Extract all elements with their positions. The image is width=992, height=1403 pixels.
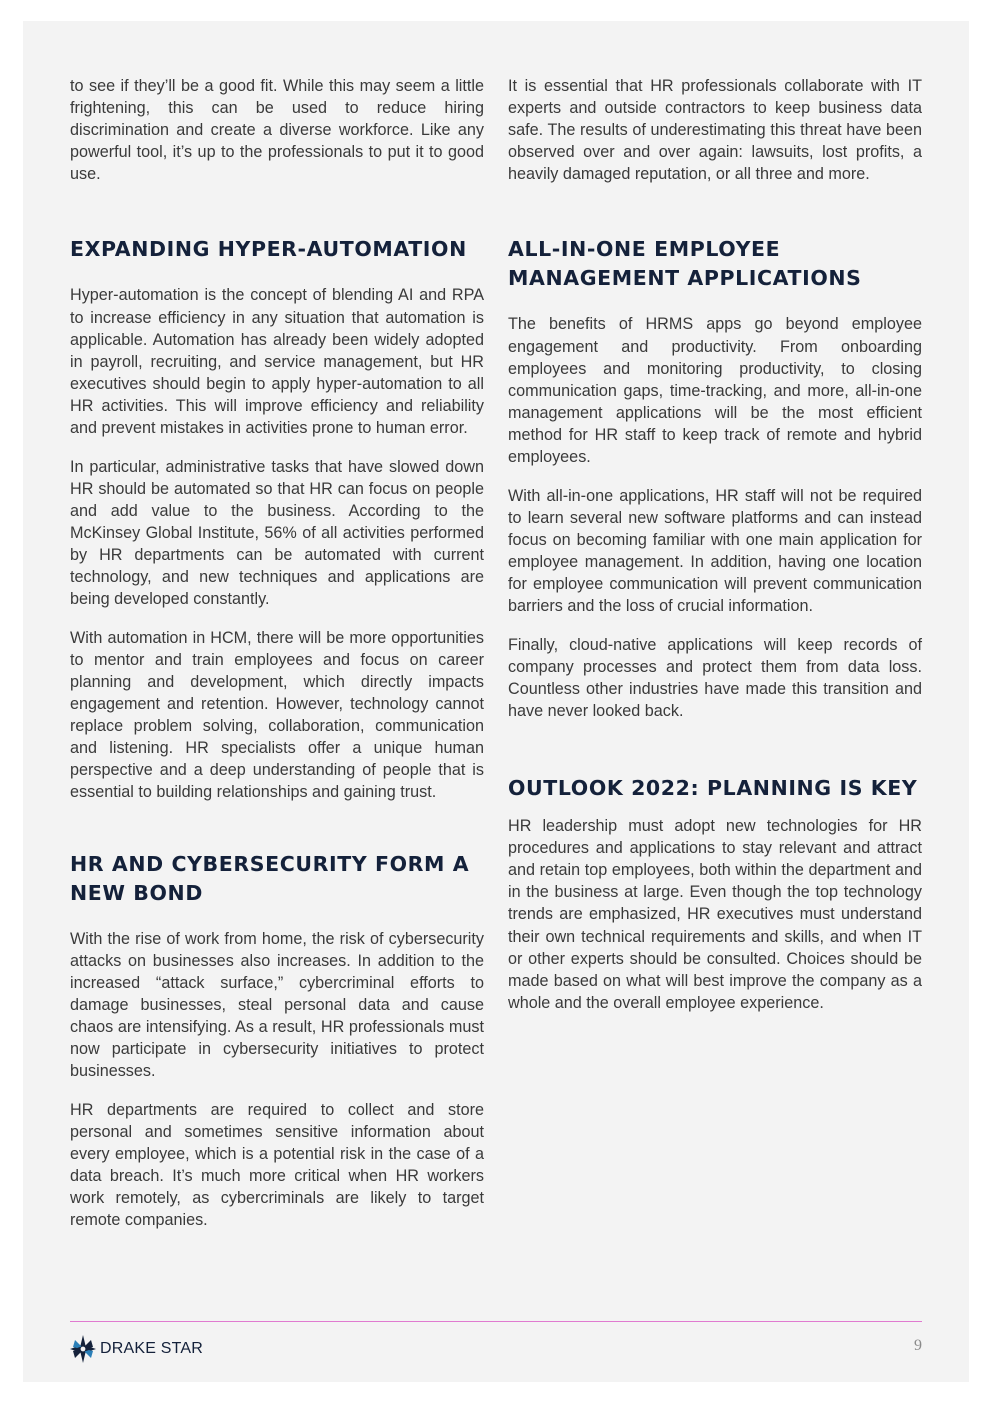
drake-star-logo [70, 1334, 203, 1364]
paragraph: Hyper-automation is the concept of blending AI and RPA to increase efficiency in any situation that automation is applicable. Automation has already been widely adopted in payroll, recruiting, and service management, but HR executives should begin to apply hyper-automation to all HR activities. This will improve efficiency and reliability and prevent mistakes in activities prone to human error. [70, 286, 484, 438]
paragraph: HR departments are required to collect and store personal and sometimes sensitive information about every employee, which is a potential risk in the case of a data breach. It’s much more critical when HR workers work remotely, as cybercriminals are likely to target remote companies. [70, 1100, 484, 1230]
paragraph: With all-in-one applications, HR staff will not be required to learn several new software platforms and can instead focus on becoming familiar with one main application for employee management. In addition, having one location for employee communication will prevent communication barriers and the loss of crucial information. [508, 486, 922, 616]
hyper-automation-body [70, 284, 484, 803]
right-column [508, 75, 922, 1014]
heading-cybersecurity: HR AND CYBERSECURITY FORM A NEW BOND [70, 851, 470, 905]
logo-text: DRAKE STAR [100, 1340, 204, 1357]
page-number: 9 [914, 1337, 922, 1354]
cybersecurity-body [70, 928, 484, 1232]
paragraph: With the rise of work from home, the risk of cybersecurity attacks on businesses also increases. In addition to the increased “attack surface,” cybercriminal efforts to damage businesses, steal personal data and cause chaos are intensifying. As a result, HR professionals must now participate in cybersecurity initiatives to protect businesses. [70, 929, 484, 1081]
star-compass-icon [70, 1335, 96, 1363]
heading-all-in-one: ALL-IN-ONE EMPLOYEE MANAGEMENT APPLICATIONS [508, 237, 862, 291]
paragraph: In particular, administrative tasks that have slowed down HR should be automated so that HR can focus on people and add value to the business. According to the McKinsey Global Institute, 56% of all activities performed by HR departments can be automated with current technology, and new techniques and applications are being developed constantly. [70, 457, 484, 609]
document-page [23, 21, 969, 1382]
paragraph: With automation in HCM, there will be more opportunities to mentor and train employees and focus on career planning and development, which directly impacts engagement and retention. However, technology cannot replace problem solving, collaboration, communication and listening. HR specialists offer a unique human perspective and a deep understanding of people that is essential to building relationships and gaining trust. [70, 628, 484, 802]
paragraph: HR leadership must adopt new technologies for HR procedures and applications to stay relevant and attract and retain top employees, both within the department and in the business at large. Even though the top technology trends are emphasized, HR executives must understand their own technical requirements and skills, and when IT or other experts should be consulted. Choices should be made based on what will best improve the company as a whole and the overall employee experience. [508, 817, 922, 1012]
outlook-body [508, 815, 922, 1014]
left-column [70, 75, 484, 1231]
intro-paragraph: It is essential that HR professionals collaborate with IT experts and outside contractors to keep business data safe. The results of underestimating this threat have been observed over and over again: lawsuits, lost profits, a heavily damaged reputation, or all three and more. [508, 77, 922, 184]
paragraph: Finally, cloud-native applications will keep records of company processes and protect them from data loss. Countless other industries have made this transition and have never looked back. [508, 635, 922, 720]
heading-outlook-2022: OUTLOOK 2022: PLANNING IS KEY [508, 776, 918, 801]
intro-paragraph: to see if they’ll be a good fit. While this may seem a little frightening, this can be used to reduce hiring discrimination and create a diverse workforce. Like any powerful tool, it’s up to the professionals to put it to good use. [70, 77, 484, 184]
all-in-one-body [508, 313, 922, 722]
paragraph: The benefits of HRMS apps go beyond employee engagement and productivity. From onboarding employees and monitoring productivity, to closing communication gaps, time-tracking, and more, all-in-one management applications will be the most efficient method for HR staff to keep track of remote and hybrid employees. [508, 315, 922, 467]
heading-hyper-automation: EXPANDING HYPER-AUTOMATION [70, 237, 467, 262]
footer-divider [70, 1321, 922, 1322]
